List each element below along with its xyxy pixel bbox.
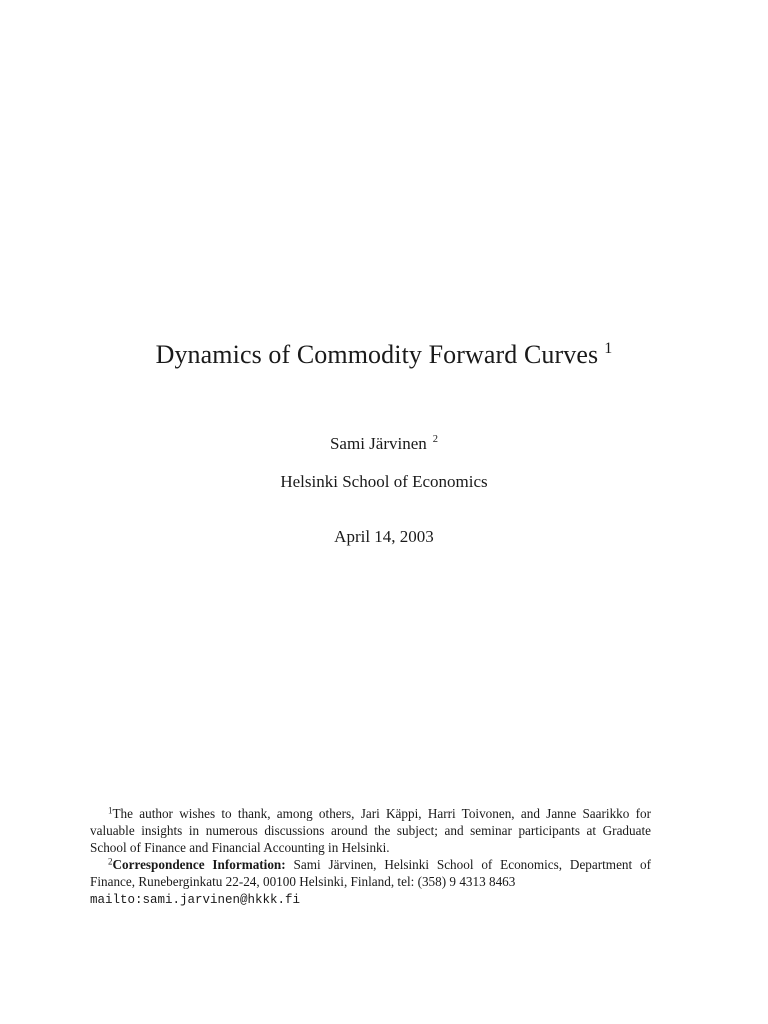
footnote-2-mark: 2 [108, 856, 113, 867]
footnote-1-mark: 1 [108, 805, 113, 816]
footnote-2 [90, 856, 651, 890]
footnotes [90, 805, 651, 909]
author-name: Sami Järvinen [329, 434, 427, 453]
footnote-1-text: The author wishes to thank, among others, Jari Käppi, Harri Toivonen, and Janne Saarikko for valuable insights in numerous discussions around the subject; and seminar participants at Graduate School of Finance and Financial Accounting in Helsinki. [90, 806, 651, 855]
paper-date: April 14, 2003 [334, 527, 434, 546]
title-footnote-mark: 1 [604, 340, 613, 358]
footnote-2-label: Correspondence Information: [112, 857, 286, 872]
footnote-1 [90, 805, 651, 856]
affiliation: Helsinki School of Economics [280, 472, 488, 491]
footnote-2-text: Sami Järvinen, Helsinki School of Economics, Department of Finance, Runeberginkatu 22-24, 00100 Helsinki, Finland, tel: (358) 9 4313 8463 [90, 857, 652, 889]
paper-title [0, 338, 768, 372]
email-link[interactable]: mailto:sami.jarvinen@hkkk.fi [90, 893, 301, 907]
author-line [0, 432, 768, 456]
paper-title-text: Dynamics of Commodity Forward Curves [155, 340, 599, 369]
footnote-2-email-line [90, 890, 651, 909]
author-footnote-mark: 2 [432, 434, 439, 446]
